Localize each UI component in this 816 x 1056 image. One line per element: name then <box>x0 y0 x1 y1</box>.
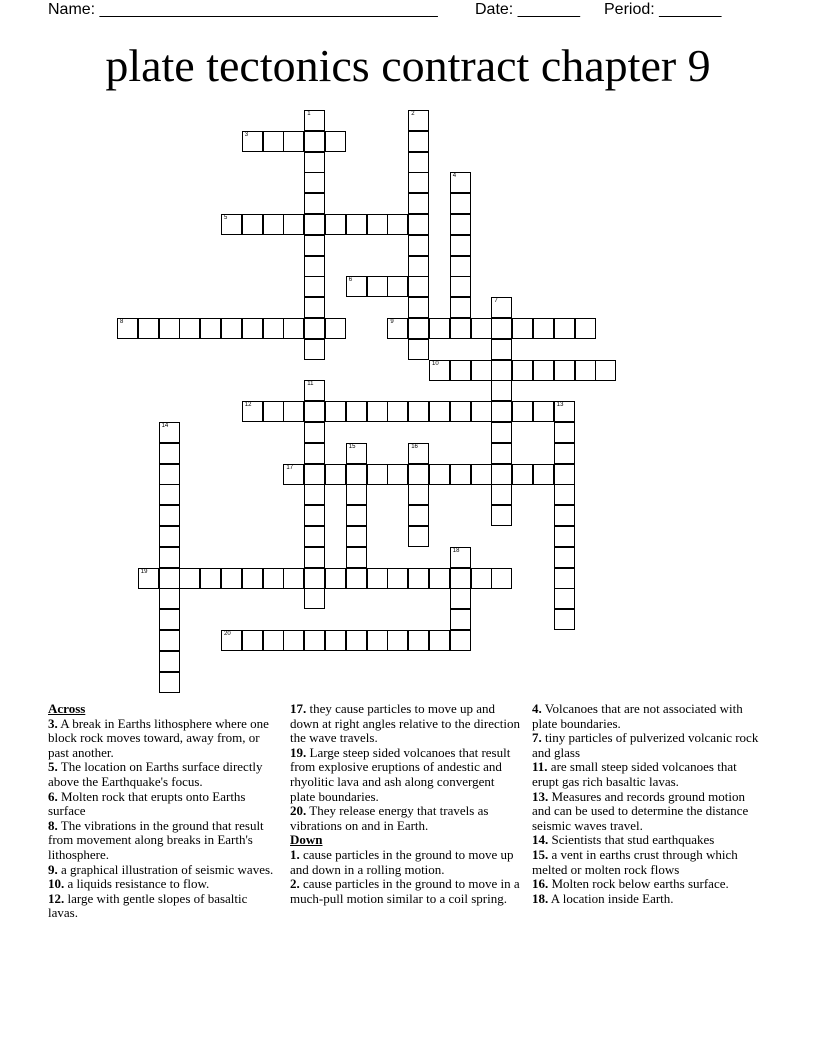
grid-cell[interactable] <box>408 526 429 547</box>
grid-cell[interactable] <box>491 318 512 339</box>
clue-column-3 <box>532 702 764 906</box>
grid-cell[interactable] <box>491 422 512 443</box>
down-heading: Down <box>290 832 323 848</box>
grid-cell[interactable] <box>408 256 429 277</box>
grid-cell[interactable] <box>450 297 471 318</box>
grid-cell[interactable] <box>554 609 575 630</box>
cell-number: 2 <box>411 111 415 117</box>
grid-cell[interactable] <box>512 464 533 485</box>
grid-cell[interactable] <box>471 360 492 381</box>
grid-cell[interactable] <box>554 484 575 505</box>
grid-cell[interactable] <box>491 505 512 526</box>
grid-cell[interactable] <box>304 339 325 360</box>
clue-item <box>532 731 764 760</box>
clue-text: large with gentle slopes of basaltic lavas. <box>48 890 248 921</box>
grid-cell[interactable] <box>450 318 471 339</box>
grid-cell[interactable] <box>429 360 450 381</box>
grid-cell[interactable] <box>346 214 367 235</box>
cell-number: 11 <box>307 381 314 388</box>
grid-cell[interactable] <box>533 360 554 381</box>
grid-cell[interactable] <box>325 131 346 152</box>
clue-number: 7. <box>532 730 542 746</box>
cell-number: 6 <box>348 277 353 284</box>
grid-cell[interactable] <box>283 464 304 485</box>
grid-cell[interactable] <box>283 401 304 422</box>
grid-cell[interactable] <box>408 464 429 485</box>
grid-cell[interactable] <box>408 630 429 651</box>
grid-cell[interactable] <box>304 484 325 505</box>
clue-item <box>48 892 280 921</box>
clue-number: 17. <box>290 701 307 716</box>
clue-number: 12. <box>48 890 65 906</box>
grid-cell[interactable] <box>367 630 388 651</box>
grid-cell[interactable] <box>450 630 471 651</box>
grid-cell[interactable] <box>159 568 180 589</box>
grid-cell[interactable] <box>575 318 596 339</box>
grid-cell[interactable] <box>450 172 471 193</box>
grid-cell[interactable] <box>346 630 367 651</box>
grid-cell[interactable] <box>138 568 159 589</box>
grid-cell[interactable] <box>491 380 512 401</box>
grid-cell[interactable] <box>595 360 616 381</box>
grid-cell[interactable] <box>554 360 575 381</box>
clue-text: A break in Earths lithosphere where one block rock moves toward, away from, or past another. <box>48 715 269 760</box>
grid-cell[interactable] <box>429 464 450 485</box>
grid-cell[interactable] <box>533 464 554 485</box>
grid-cell[interactable] <box>491 339 512 360</box>
clue-number: 3. <box>48 715 58 731</box>
clue-item <box>290 746 522 804</box>
grid-cell[interactable] <box>533 401 554 422</box>
grid-cell[interactable] <box>242 131 263 152</box>
grid-cell[interactable] <box>304 630 325 651</box>
clue-item <box>532 848 764 877</box>
cell-number: 8 <box>120 319 124 325</box>
grid-cell[interactable] <box>367 464 388 485</box>
grid-cell[interactable] <box>263 630 284 651</box>
grid-cell[interactable] <box>450 214 471 235</box>
grid-cell[interactable] <box>367 401 388 422</box>
grid-cell[interactable] <box>325 401 346 422</box>
grid-cell[interactable] <box>304 588 325 609</box>
clue-item <box>290 702 522 746</box>
cell-number: 5 <box>224 215 228 221</box>
clue-text: A location inside Earth. <box>548 890 674 906</box>
grid-cell[interactable] <box>221 214 242 235</box>
clue-item <box>48 760 280 789</box>
grid-cell[interactable] <box>304 380 325 401</box>
clue-item <box>48 863 280 878</box>
clue-number: 5. <box>48 759 58 775</box>
grid-cell[interactable] <box>304 214 325 235</box>
cell-number: 14 <box>161 423 169 429</box>
grid-cell[interactable] <box>367 214 388 235</box>
grid-cell[interactable] <box>491 401 512 422</box>
grid-cell[interactable] <box>242 214 263 235</box>
grid-cell[interactable] <box>138 318 159 339</box>
grid-cell[interactable] <box>387 630 408 651</box>
clue-number: 19. <box>290 744 307 760</box>
grid-cell[interactable] <box>387 214 408 235</box>
grid-cell[interactable] <box>179 568 200 589</box>
cell-number: 15 <box>348 443 356 450</box>
grid-cell[interactable] <box>554 443 575 464</box>
grid-cell[interactable] <box>387 464 408 485</box>
across-heading: Across <box>48 701 86 716</box>
grid-cell[interactable] <box>450 401 471 422</box>
grid-cell[interactable] <box>304 526 325 547</box>
grid-cell[interactable] <box>159 651 180 672</box>
grid-cell[interactable] <box>554 568 575 589</box>
clue-item <box>48 790 280 819</box>
grid-cell[interactable] <box>283 630 304 651</box>
grid-cell[interactable] <box>304 443 325 464</box>
grid-cell[interactable] <box>159 526 180 547</box>
grid-cell[interactable] <box>429 401 450 422</box>
grid-cell[interactable] <box>450 276 471 297</box>
grid-cell[interactable] <box>408 110 429 131</box>
date-field-label: Date: _______ <box>475 1 580 18</box>
cell-number: 1 <box>307 111 311 117</box>
cell-number: 7 <box>494 298 498 305</box>
grid-cell[interactable] <box>554 547 575 568</box>
clue-number: 16. <box>532 876 549 892</box>
grid-cell[interactable] <box>200 568 221 589</box>
grid-cell[interactable] <box>408 276 429 297</box>
grid-cell[interactable] <box>304 256 325 277</box>
cell-number: 12 <box>244 402 252 409</box>
clue-number: 9. <box>48 861 58 877</box>
clue-text: The location on Earths surface directly above the Earthquake's focus. <box>48 759 263 789</box>
period-field-label: Period: _______ <box>604 1 722 18</box>
grid-cell[interactable] <box>263 568 284 589</box>
grid-cell[interactable] <box>471 568 492 589</box>
clue-number: 2. <box>290 876 300 892</box>
clue-item <box>532 892 764 907</box>
grid-cell[interactable] <box>304 401 325 422</box>
grid-cell[interactable] <box>263 318 284 339</box>
grid-cell[interactable] <box>304 110 325 131</box>
grid-cell[interactable] <box>304 422 325 443</box>
grid-cell[interactable] <box>471 464 492 485</box>
cell-number: 9 <box>390 319 394 325</box>
clue-number: 10. <box>48 876 65 892</box>
grid-cell[interactable] <box>367 276 388 297</box>
grid-cell[interactable] <box>450 547 471 568</box>
grid-cell[interactable] <box>387 568 408 589</box>
cell-number: 13 <box>556 402 564 409</box>
grid-cell[interactable] <box>304 505 325 526</box>
clue-text: cause particles in the ground to move in a much-pull motion similar to a coil spring. <box>290 876 520 906</box>
clue-number: 15. <box>532 846 549 862</box>
grid-cell[interactable] <box>304 235 325 256</box>
grid-cell[interactable] <box>429 568 450 589</box>
grid-cell[interactable] <box>159 484 180 505</box>
grid-cell[interactable] <box>304 568 325 589</box>
grid-cell[interactable] <box>408 401 429 422</box>
clue-number: 4. <box>532 701 542 716</box>
clue-text: Scientists that stud earthquakes <box>548 832 715 848</box>
grid-cell[interactable] <box>304 276 325 297</box>
grid-cell[interactable] <box>491 464 512 485</box>
grid-cell[interactable] <box>346 401 367 422</box>
grid-cell[interactable] <box>450 609 471 630</box>
grid-cell[interactable] <box>367 568 388 589</box>
grid-cell[interactable] <box>242 318 263 339</box>
clue-text: Measures and records ground motion and can be used to determine the distance seismic waves travel. <box>532 788 749 833</box>
grid-cell[interactable] <box>304 193 325 214</box>
grid-cell[interactable] <box>554 588 575 609</box>
grid-cell[interactable] <box>554 401 575 422</box>
clue-item <box>532 833 764 848</box>
clue-column-1 <box>48 702 280 921</box>
grid-cell[interactable] <box>159 630 180 651</box>
grid-cell[interactable] <box>512 401 533 422</box>
grid-cell[interactable] <box>304 464 325 485</box>
clue-column-2 <box>290 702 522 906</box>
grid-cell[interactable] <box>491 484 512 505</box>
clue-item <box>290 848 522 877</box>
clue-number: 14. <box>532 832 549 848</box>
grid-cell[interactable] <box>159 505 180 526</box>
grid-cell[interactable] <box>304 131 325 152</box>
grid-cell[interactable] <box>242 630 263 651</box>
clue-text: are small steep sided volcanoes that erupt gas rich basaltic lavas. <box>532 759 737 789</box>
grid-cell[interactable] <box>346 526 367 547</box>
grid-cell[interactable] <box>263 214 284 235</box>
cell-number: 18 <box>452 547 460 554</box>
grid-cell[interactable] <box>512 318 533 339</box>
cell-number: 3 <box>244 131 249 138</box>
grid-cell[interactable] <box>387 318 408 339</box>
grid-cell[interactable] <box>408 339 429 360</box>
puzzle-title: plate tectonics contract chapter 9 <box>105 40 711 91</box>
grid-cell[interactable] <box>346 547 367 568</box>
grid-cell[interactable] <box>554 464 575 485</box>
clue-number: 18. <box>532 890 549 906</box>
clue-item <box>48 717 280 761</box>
grid-cell[interactable] <box>512 360 533 381</box>
grid-cell[interactable] <box>159 588 180 609</box>
clue-text: they cause particles to move up and down at right angles relative to the direction the wave travels. <box>290 701 520 746</box>
grid-cell[interactable] <box>408 318 429 339</box>
grid-cell[interactable] <box>387 276 408 297</box>
grid-cell[interactable] <box>408 297 429 318</box>
clue-number: 1. <box>290 846 300 862</box>
clue-item <box>48 819 280 863</box>
cell-number: 19 <box>140 568 148 575</box>
grid-cell[interactable] <box>450 256 471 277</box>
grid-cell[interactable] <box>450 235 471 256</box>
grid-cell[interactable] <box>408 484 429 505</box>
clue-text: tiny particles of pulverized volcanic rock and glass <box>532 730 759 760</box>
grid-cell[interactable] <box>159 547 180 568</box>
grid-cell[interactable] <box>304 152 325 173</box>
grid-cell[interactable] <box>283 131 304 152</box>
grid-cell[interactable] <box>429 630 450 651</box>
grid-cell[interactable] <box>429 318 450 339</box>
clue-text: a graphical illustration of seismic waves. <box>57 861 274 877</box>
grid-cell[interactable] <box>304 172 325 193</box>
grid-cell[interactable] <box>179 318 200 339</box>
cell-number: 20 <box>224 631 231 637</box>
grid-cell[interactable] <box>408 152 429 173</box>
grid-cell[interactable] <box>533 318 554 339</box>
grid-cell[interactable] <box>346 568 367 589</box>
grid-cell[interactable] <box>283 318 304 339</box>
grid-cell[interactable] <box>159 422 180 443</box>
grid-cell[interactable] <box>408 505 429 526</box>
grid-cell[interactable] <box>159 318 180 339</box>
grid-cell[interactable] <box>471 401 492 422</box>
grid-cell[interactable] <box>408 443 429 464</box>
grid-cell[interactable] <box>159 609 180 630</box>
clue-text: a vent in earths crust through which melted or molten rock flows <box>532 846 738 877</box>
grid-cell[interactable] <box>346 505 367 526</box>
grid-cell[interactable] <box>450 360 471 381</box>
grid-cell[interactable] <box>408 235 429 256</box>
clue-item <box>290 877 522 906</box>
grid-cell[interactable] <box>325 214 346 235</box>
grid-cell[interactable] <box>491 443 512 464</box>
grid-cell[interactable] <box>554 318 575 339</box>
grid-cell[interactable] <box>346 464 367 485</box>
grid-cell[interactable] <box>283 214 304 235</box>
grid-cell[interactable] <box>242 568 263 589</box>
grid-cell[interactable] <box>491 568 512 589</box>
grid-cell[interactable] <box>325 630 346 651</box>
grid-cell[interactable] <box>325 464 346 485</box>
grid-cell[interactable] <box>159 443 180 464</box>
clue-text: Molten rock below earths surface. <box>548 876 729 892</box>
grid-cell[interactable] <box>325 568 346 589</box>
grid-cell[interactable] <box>346 443 367 464</box>
grid-cell[interactable] <box>408 193 429 214</box>
clue-number: 11. <box>532 759 548 775</box>
name-field-label: Name: ______________________________________ <box>48 1 438 18</box>
clue-item <box>532 877 764 892</box>
grid-cell[interactable] <box>304 318 325 339</box>
cell-number: 4 <box>452 173 457 180</box>
grid-cell[interactable] <box>554 422 575 443</box>
grid-cell[interactable] <box>304 297 325 318</box>
grid-cell[interactable] <box>346 484 367 505</box>
clue-item <box>532 760 764 789</box>
grid-cell[interactable] <box>221 630 242 651</box>
clue-item <box>532 790 764 834</box>
grid-cell[interactable] <box>242 401 263 422</box>
clue-number: 8. <box>48 817 58 833</box>
grid-cell[interactable] <box>450 568 471 589</box>
grid-cell[interactable] <box>575 360 596 381</box>
clue-item <box>290 804 522 833</box>
grid-cell[interactable] <box>221 318 242 339</box>
grid-cell[interactable] <box>263 131 284 152</box>
grid-cell[interactable] <box>263 401 284 422</box>
grid-cell[interactable] <box>200 318 221 339</box>
grid-cell[interactable] <box>450 193 471 214</box>
grid-cell[interactable] <box>304 547 325 568</box>
cell-number: 10 <box>432 360 439 367</box>
clue-text: cause particles in the ground to move up and down in a rolling motion. <box>290 846 514 877</box>
grid-cell[interactable] <box>554 526 575 547</box>
grid-cell[interactable] <box>159 672 180 693</box>
grid-cell[interactable] <box>408 172 429 193</box>
grid-cell[interactable] <box>159 464 180 485</box>
clue-text: They release energy that travels as vibrations on and in Earth. <box>290 803 489 833</box>
grid-cell[interactable] <box>471 318 492 339</box>
grid-cell[interactable] <box>408 214 429 235</box>
cell-number: 17 <box>286 464 294 471</box>
clue-text: The vibrations in the ground that result from movement along breaks in Earth's lithosphere. <box>48 817 264 862</box>
grid-cell[interactable] <box>491 297 512 318</box>
grid-cell[interactable] <box>325 318 346 339</box>
grid-cell[interactable] <box>283 568 304 589</box>
grid-cell[interactable] <box>491 360 512 381</box>
cell-number: 16 <box>411 443 418 450</box>
grid-cell[interactable] <box>450 588 471 609</box>
clue-number: 13. <box>532 788 549 804</box>
clue-item <box>48 877 280 892</box>
clue-text: Large steep sided volcanoes that result from explosive eruptions of andestic and rhyolitic lava and ash along convergent plate boundaries. <box>290 744 511 804</box>
grid-cell[interactable] <box>117 318 138 339</box>
grid-cell[interactable] <box>408 568 429 589</box>
grid-cell[interactable] <box>450 464 471 485</box>
grid-cell[interactable] <box>346 276 367 297</box>
clue-item <box>532 702 764 731</box>
clue-text: Volcanoes that are not associated with plate boundaries. <box>532 701 743 731</box>
grid-cell[interactable] <box>554 505 575 526</box>
grid-cell[interactable] <box>387 401 408 422</box>
clue-text: Molten rock that erupts onto Earths surface <box>48 788 246 819</box>
clue-number: 6. <box>48 788 58 804</box>
clue-number: 20. <box>290 803 307 819</box>
grid-cell[interactable] <box>221 568 242 589</box>
grid-cell[interactable] <box>408 131 429 152</box>
clue-text: a liquids resistance to flow. <box>64 876 210 892</box>
